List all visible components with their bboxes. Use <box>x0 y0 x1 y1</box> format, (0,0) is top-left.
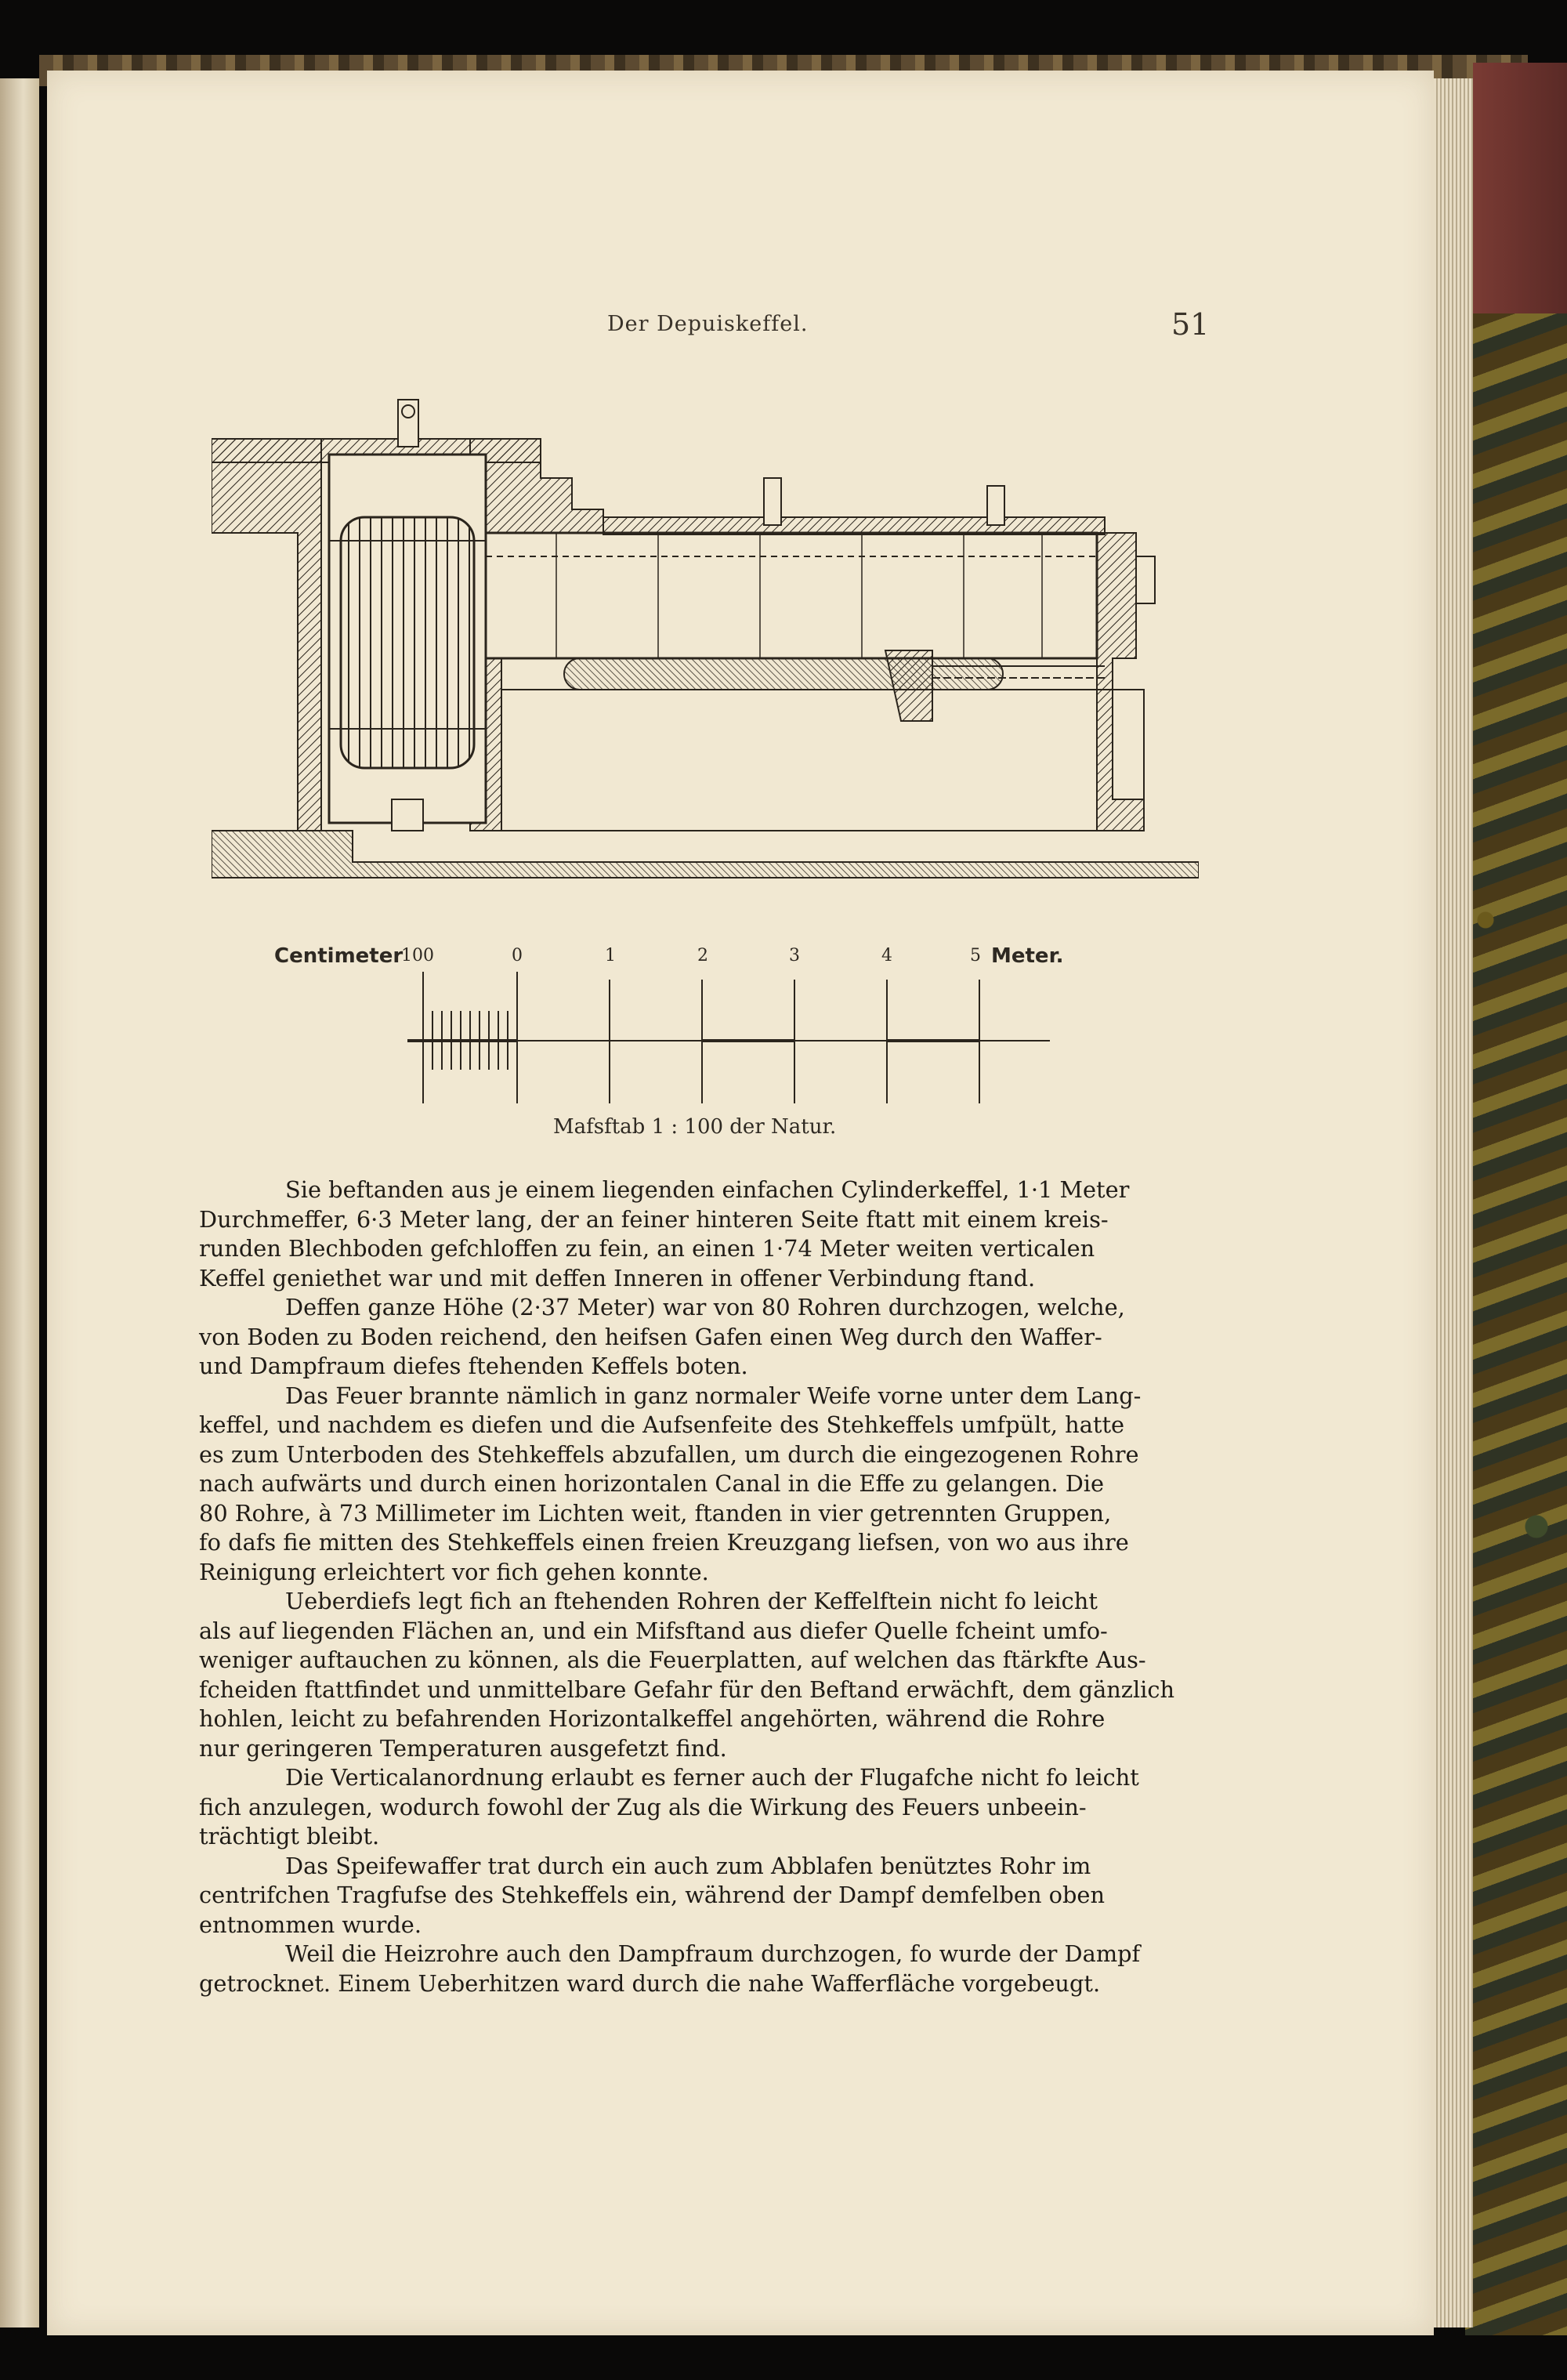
front-door <box>1136 556 1155 603</box>
paragraph-3 <box>199 1382 1207 1588</box>
text-line: Reinigung erleichtert vor fich gehen konnte. <box>199 1558 709 1585</box>
flue-channel <box>564 658 1003 690</box>
text-line: nur geringeren Temperaturen ausgefetzt find. <box>199 1734 727 1762</box>
scale-number-1: 1 <box>605 946 616 965</box>
text-line: Sie beftanden aus je einem liegenden einfachen Cylinderkeffel, 1·1 Meter <box>285 1176 1130 1203</box>
text-line: von Boden zu Boden reichend, den heifsen Gafen einen Weg durch den Waffer- <box>199 1323 1102 1350</box>
scale-number-100: 100 <box>401 946 434 965</box>
lower-masonry <box>501 690 1144 831</box>
text-line: und Dampfraum diefes ftehenden Keffels boten. <box>199 1353 748 1379</box>
text-line: entnommen wurde. <box>199 1911 422 1938</box>
text-line: hohlen, leicht zu befahrenden Horizontalkeffel angehörten, während die Rohre <box>199 1705 1106 1732</box>
boiler-foot <box>392 799 423 831</box>
body-text <box>199 1176 1207 1998</box>
scale-left-label: Centimeter <box>274 944 404 968</box>
scale-number-0: 0 <box>512 946 523 965</box>
running-title: Der Depuiskeffel. <box>607 312 809 336</box>
scale-number-2: 2 <box>697 946 708 965</box>
text-line: Keffel geniethet war und mit deffen Inneren in offener Verbindung ftand. <box>199 1264 1036 1291</box>
scale-number-3: 3 <box>789 946 800 965</box>
text-line: trächtigt bleibt. <box>199 1823 380 1849</box>
boiler-illustration <box>212 392 1199 909</box>
text-line: Ueberdiefs legt fich an ftehenden Rohren der Keffelftein nicht fo leicht <box>285 1588 1098 1614</box>
steam-dome <box>764 478 781 525</box>
text-line: Durchmeffer, 6·3 Meter lang, der an feiner hinteren Seite ftatt mit einem kreis- <box>199 1205 1109 1233</box>
vertical-boiler-tubes <box>341 517 474 768</box>
scale-caption: Mafsftab 1 : 100 der Natur. <box>553 1115 837 1139</box>
paragraph-5 <box>199 1763 1207 1852</box>
text-line: getrocknet. Einem Ueberhitzen ward durch die nahe Wafferfläche vorgebeugt. <box>199 1969 1101 1997</box>
paragraph-4 <box>199 1587 1207 1763</box>
text-line: keffel, und nachdem es diefen und die Aufsenfeite des Stehkeffels umfpült, hatte <box>199 1411 1125 1438</box>
marbled-endpaper <box>1465 313 1567 2335</box>
paragraph-1 <box>199 1176 1207 1293</box>
book-cover-cloth <box>1473 63 1567 321</box>
scale-number-5: 5 <box>970 946 981 965</box>
text-line: 80 Rohre, à 73 Millimeter im Lichten weit, ftanden in vier getrennten Gruppen, <box>199 1499 1112 1527</box>
text-line: Das Speifewaffer trat durch ein auch zum Abblafen benütztes Rohr im <box>285 1852 1091 1879</box>
top-valve <box>398 400 418 447</box>
text-line: Deffen ganze Höhe (2·37 Meter) war von 80 Rohren durchzogen, welche, <box>285 1294 1125 1320</box>
paragraph-6 <box>199 1852 1207 1940</box>
text-line: es zum Unterboden des Stehkeffels abzufallen, um durch die eingezogenen Rohre <box>199 1440 1139 1468</box>
adjacent-left-page <box>0 78 39 2327</box>
text-line: fich anzulegen, wodurch fowohl der Zug als die Wirkung des Feuers unbeein- <box>199 1793 1087 1820</box>
text-line: Weil die Heizrohre auch den Dampfraum durchzogen, fo wurde der Dampf <box>285 1940 1141 1967</box>
scale-unit-label: Meter. <box>991 944 1064 968</box>
ground-line <box>212 831 1199 878</box>
paragraph-7 <box>199 1940 1207 1998</box>
paragraph-2 <box>199 1293 1207 1382</box>
text-line: Die Verticalanordnung erlaubt es ferner auch der Flugafche nicht fo leicht <box>285 1764 1139 1791</box>
text-line: fcheiden ftattfindet und unmittelbare Gefahr für den Beftand erwächft, dem gänzlich <box>199 1675 1175 1703</box>
horizontal-boiler <box>486 533 1097 658</box>
scale-bar <box>266 940 1081 1128</box>
boiler-top-cover <box>603 517 1105 534</box>
text-line: centrifchen Tragfufse des Stehkeffels ein, während der Dampf demfelben oben <box>199 1882 1106 1908</box>
text-line: weniger auftauchen zu können, als die Feuerplatten, auf welchen das ftärkfte Aus- <box>199 1646 1146 1673</box>
text-line: nach aufwärts und durch einen horizontalen Canal in die Effe zu gelangen. Die <box>199 1470 1105 1497</box>
text-line: runden Blechboden gefchloffen zu fein, an einen 1·74 Meter weiten verticalen <box>199 1235 1095 1262</box>
page-number: 51 <box>1171 307 1210 342</box>
text-line: fo dafs fie mitten des Stehkeffels einen freien Kreuzgang liefsen, von wo aus ihre <box>199 1529 1129 1556</box>
text-line: Das Feuer brannte nämlich in ganz normaler Weife vorne unter dem Lang- <box>285 1382 1142 1409</box>
safety-valve <box>987 486 1004 525</box>
scale-number-4: 4 <box>881 946 892 965</box>
masonry-left <box>212 439 321 831</box>
text-line: als auf liegenden Flächen an, und ein Mifsftand aus diefer Quelle fcheint umfo- <box>199 1617 1108 1644</box>
